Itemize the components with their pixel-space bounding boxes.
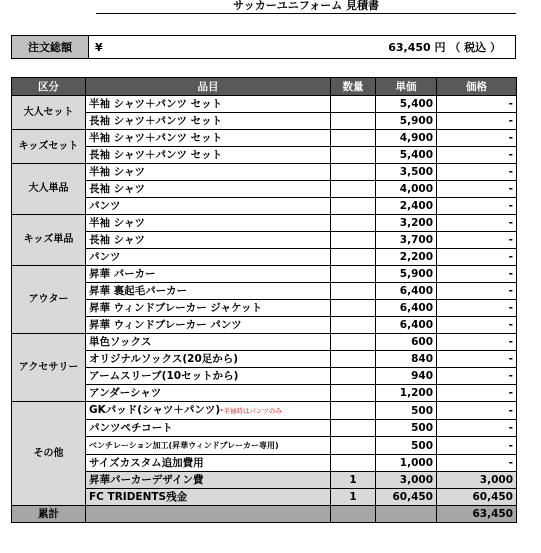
- quantity-cell[interactable]: [331, 249, 376, 266]
- table-row: [12, 147, 517, 164]
- price-cell[interactable]: -: [437, 147, 517, 164]
- price-cell[interactable]: -: [437, 215, 517, 232]
- unit-price-cell[interactable]: 5,400: [376, 147, 437, 164]
- quantity-cell[interactable]: [331, 215, 376, 232]
- price-cell[interactable]: -: [437, 402, 517, 420]
- price-cell[interactable]: -: [437, 283, 517, 300]
- item-label: 単色ソックス: [89, 336, 152, 348]
- quantity-cell[interactable]: [331, 181, 376, 198]
- sum-row: [12, 506, 517, 523]
- price-cell[interactable]: -: [437, 249, 517, 266]
- quantity-cell[interactable]: [331, 96, 376, 113]
- item-cell: [86, 300, 331, 317]
- table-row: [12, 198, 517, 215]
- table-row: [12, 96, 517, 113]
- quantity-cell[interactable]: [331, 334, 376, 351]
- price-cell[interactable]: 60,450: [437, 489, 517, 506]
- unit-price-cell[interactable]: 3,700: [376, 232, 437, 249]
- table-row: [12, 402, 517, 420]
- quantity-cell[interactable]: [331, 113, 376, 130]
- quantity-cell[interactable]: [331, 455, 376, 472]
- header-unit-price: 単価: [376, 78, 437, 96]
- item-label: 半袖 シャツ＋パンツ セット: [89, 132, 223, 144]
- price-cell[interactable]: -: [437, 455, 517, 472]
- table-row: [12, 334, 517, 351]
- item-cell: [86, 181, 331, 198]
- unit-price-cell[interactable]: 5,900: [376, 113, 437, 130]
- item-label: パンツペチコート: [89, 422, 173, 434]
- price-cell[interactable]: -: [437, 113, 517, 130]
- unit-price-cell[interactable]: 5,900: [376, 266, 437, 283]
- price-cell[interactable]: -: [437, 181, 517, 198]
- table-row: [12, 215, 517, 232]
- price-cell[interactable]: -: [437, 300, 517, 317]
- item-cell: [86, 249, 331, 266]
- item-cell: [86, 489, 331, 506]
- price-cell[interactable]: -: [437, 351, 517, 368]
- price-cell[interactable]: -: [437, 96, 517, 113]
- item-label: 半袖 シャツ: [89, 166, 145, 178]
- item-label: オリジナルソックス(20足から): [89, 353, 239, 365]
- table-row: [12, 317, 517, 334]
- unit-price-cell[interactable]: 3,500: [376, 164, 437, 181]
- unit-price-cell[interactable]: 3,200: [376, 215, 437, 232]
- table-row: [12, 249, 517, 266]
- table-row: [12, 455, 517, 472]
- category-cell: アクセサリー: [12, 334, 86, 402]
- item-cell: [86, 215, 331, 232]
- item-cell: [86, 232, 331, 249]
- unit-price-cell[interactable]: 4,900: [376, 130, 437, 147]
- table-row: [12, 385, 517, 402]
- table-row: [12, 437, 517, 455]
- item-cell: [86, 198, 331, 215]
- unit-price-cell[interactable]: 500: [376, 402, 437, 420]
- quantity-cell[interactable]: [331, 198, 376, 215]
- unit-price-cell[interactable]: 500: [376, 437, 437, 455]
- sum-value: 63,450: [437, 506, 517, 523]
- table-body: [12, 96, 517, 506]
- item-label: 長袖 シャツ＋パンツ セット: [89, 115, 223, 127]
- quantity-cell[interactable]: [331, 437, 376, 455]
- item-cell: [86, 113, 331, 130]
- item-label: アンダーシャツ: [89, 387, 162, 399]
- table-row: [12, 472, 517, 489]
- price-cell[interactable]: -: [437, 232, 517, 249]
- item-label: ベンチレーション加工(昇華ウィンドブレーカー専用): [89, 441, 279, 450]
- quantity-cell[interactable]: [331, 317, 376, 334]
- table-row: [12, 181, 517, 198]
- table-row: [12, 266, 517, 283]
- item-label: 昇華 ウィンドブレーカー パンツ: [89, 319, 242, 331]
- item-label: サイズカスタム追加費用: [89, 457, 204, 469]
- price-cell[interactable]: 3,000: [437, 472, 517, 489]
- item-label: 昇華 パーカー: [89, 268, 156, 280]
- table-row: [12, 489, 517, 506]
- unit-price-cell[interactable]: 940: [376, 368, 437, 385]
- price-cell[interactable]: -: [437, 368, 517, 385]
- item-cell: [86, 283, 331, 300]
- header-category: 区分: [12, 78, 86, 96]
- unit-price-cell[interactable]: 3,000: [376, 472, 437, 489]
- item-label: パンツ: [89, 251, 121, 263]
- quantity-cell[interactable]: [331, 351, 376, 368]
- item-cell: [86, 266, 331, 283]
- category-cell: アウター: [12, 266, 86, 334]
- item-label: 長袖 シャツ: [89, 183, 145, 195]
- quantity-cell[interactable]: [331, 232, 376, 249]
- table-row: [12, 130, 517, 147]
- price-cell[interactable]: -: [437, 164, 517, 181]
- item-cell: [86, 351, 331, 368]
- unit-price-cell[interactable]: 600: [376, 334, 437, 351]
- table-row: [12, 351, 517, 368]
- unit-price-cell[interactable]: 60,450: [376, 489, 437, 506]
- title-underline: [96, 13, 516, 14]
- item-cell: [86, 472, 331, 489]
- category-cell: 大人単品: [12, 164, 86, 215]
- item-label: 昇華 裏起毛パーカー: [89, 285, 187, 297]
- header-price: 価格: [437, 78, 517, 96]
- quantity-cell[interactable]: [331, 164, 376, 181]
- price-cell[interactable]: -: [437, 130, 517, 147]
- price-cell[interactable]: -: [437, 437, 517, 455]
- item-label: 長袖 シャツ＋パンツ セット: [89, 149, 223, 161]
- price-cell[interactable]: -: [437, 266, 517, 283]
- unit-price-cell[interactable]: 4,000: [376, 181, 437, 198]
- table-row: [12, 420, 517, 437]
- unit-price-cell[interactable]: 6,400: [376, 300, 437, 317]
- item-cell: [86, 334, 331, 351]
- item-cell: [86, 317, 331, 334]
- quantity-cell[interactable]: [331, 266, 376, 283]
- table-row: [12, 283, 517, 300]
- item-cell: [86, 96, 331, 113]
- unit-price-cell[interactable]: 5,400: [376, 96, 437, 113]
- unit-price-cell[interactable]: 1,200: [376, 385, 437, 402]
- order-total-label: 注文総額: [12, 36, 89, 58]
- price-cell[interactable]: -: [437, 420, 517, 437]
- estimate-table: [11, 77, 517, 523]
- item-label: パンツ: [89, 200, 121, 212]
- header-quantity: 数量: [331, 78, 376, 96]
- sum-empty: [86, 506, 331, 523]
- item-label: GKパッド(シャツ＋パンツ): [89, 404, 221, 416]
- table-row: [12, 368, 517, 385]
- unit-price-cell[interactable]: 6,400: [376, 283, 437, 300]
- quantity-cell[interactable]: 1: [331, 489, 376, 506]
- table-row: [12, 232, 517, 249]
- item-cell: [86, 455, 331, 472]
- item-cell: [86, 147, 331, 164]
- document-title: サッカーユニフォーム 見積書: [232, 0, 380, 12]
- item-label: 昇華パーカーデザイン費: [89, 474, 204, 486]
- item-cell: [86, 164, 331, 181]
- item-cell: [86, 402, 331, 420]
- unit-price-cell[interactable]: 2,400: [376, 198, 437, 215]
- quantity-cell[interactable]: [331, 402, 376, 420]
- item-label: 半袖 シャツ＋パンツ セット: [89, 98, 223, 110]
- sum-label: 累計: [12, 506, 86, 523]
- order-total-yen-sign: ¥: [95, 40, 103, 54]
- table-row: [12, 164, 517, 181]
- quantity-cell[interactable]: [331, 147, 376, 164]
- item-label: アームスリーブ(10セットから): [89, 370, 239, 382]
- item-label: FC TRIDENTS残金: [89, 491, 188, 503]
- category-cell: 大人セット: [12, 96, 86, 130]
- item-cell: [86, 385, 331, 402]
- quantity-cell[interactable]: [331, 130, 376, 147]
- table-row: [12, 300, 517, 317]
- item-label: 半袖 シャツ: [89, 217, 145, 229]
- category-cell: その他: [12, 402, 86, 506]
- quantity-cell[interactable]: [331, 385, 376, 402]
- table-header-row: [12, 78, 517, 96]
- header-item: 品目: [86, 78, 331, 96]
- unit-price-cell[interactable]: 1,000: [376, 455, 437, 472]
- table-row: [12, 113, 517, 130]
- sum-empty: [376, 506, 437, 523]
- price-cell[interactable]: -: [437, 334, 517, 351]
- price-cell[interactable]: -: [437, 198, 517, 215]
- unit-price-cell[interactable]: 2,200: [376, 249, 437, 266]
- unit-price-cell[interactable]: 500: [376, 420, 437, 437]
- item-cell: [86, 420, 331, 437]
- item-label: 長袖 シャツ: [89, 234, 145, 246]
- order-total-box: [11, 35, 516, 59]
- quantity-cell[interactable]: [331, 368, 376, 385]
- item-label: 昇華 ウィンドブレーカー ジャケット: [89, 302, 263, 314]
- item-cell: [86, 368, 331, 385]
- price-cell[interactable]: -: [437, 385, 517, 402]
- unit-price-cell[interactable]: 6,400: [376, 317, 437, 334]
- item-note: *半袖時はパンツのみ: [220, 407, 282, 415]
- item-cell: [86, 130, 331, 147]
- quantity-cell[interactable]: [331, 283, 376, 300]
- sum-empty: [331, 506, 376, 523]
- order-total-value: 63,450 円 （ 税込 ）: [388, 41, 501, 54]
- quantity-cell[interactable]: [331, 420, 376, 437]
- price-cell[interactable]: -: [437, 317, 517, 334]
- quantity-cell[interactable]: 1: [331, 472, 376, 489]
- unit-price-cell[interactable]: 840: [376, 351, 437, 368]
- quantity-cell[interactable]: [331, 300, 376, 317]
- category-cell: キッズ単品: [12, 215, 86, 266]
- item-cell: [86, 437, 331, 455]
- category-cell: キッズセット: [12, 130, 86, 164]
